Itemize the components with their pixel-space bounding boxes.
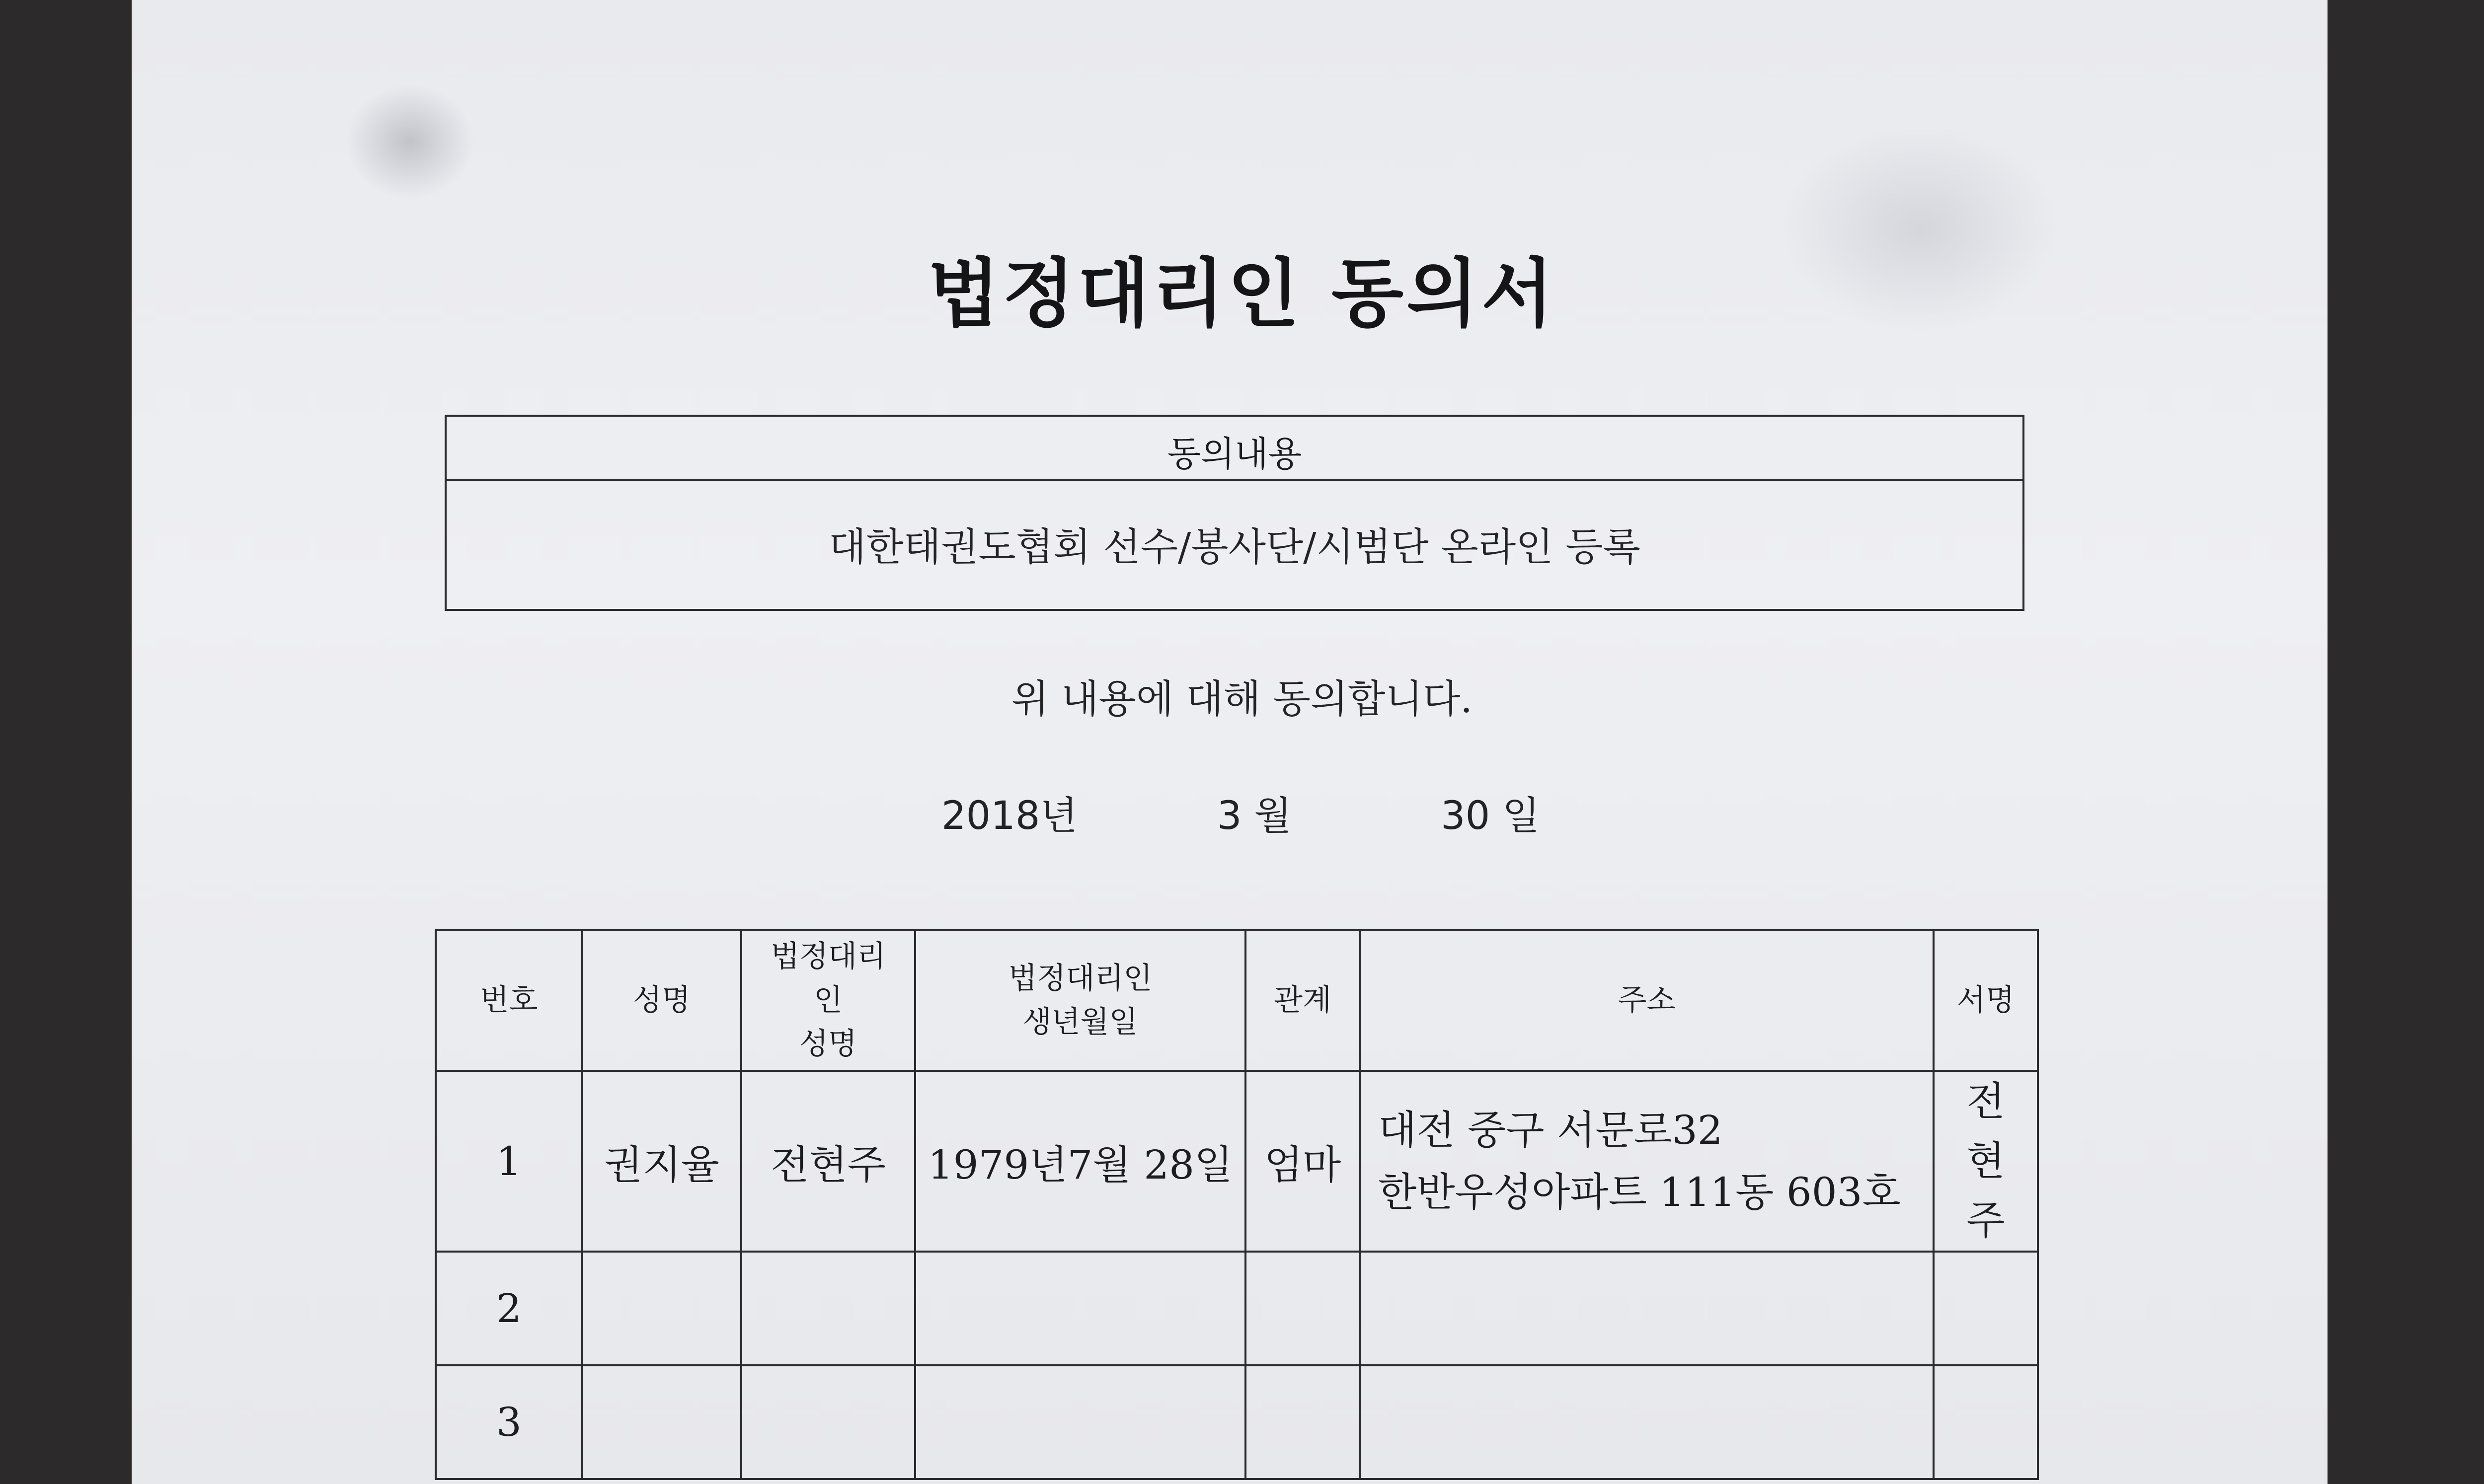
header-relation: 관계 [1245, 930, 1360, 1071]
agree-statement: 위 내용에 대해 동의합니다. [1011, 677, 1473, 722]
header-guardian-birth-line1: 법정대리인 [1008, 961, 1153, 996]
header-guardian-birth [915, 930, 1245, 1071]
table-row [436, 1365, 2038, 1479]
cell-address [1360, 1365, 1934, 1479]
cell-guardian-name [741, 1252, 915, 1365]
header-guardian-name-line1: 법정대리 [771, 939, 886, 974]
header-guardian-name-line3: 성명 [799, 1027, 857, 1061]
date-year: 2018년 [941, 794, 1078, 838]
table-row [436, 1252, 2038, 1365]
cell-name [582, 1365, 741, 1479]
cell-signature [1934, 1252, 2038, 1365]
cell-relation: 엄마 [1245, 1071, 1360, 1252]
table-header-row [436, 930, 2038, 1071]
header-guardian-name [741, 930, 915, 1071]
cell-relation [1245, 1365, 1360, 1479]
cell-guardian-birth [915, 1252, 1245, 1365]
glare-spot [345, 84, 474, 199]
table-row [436, 1071, 2038, 1252]
cell-address [1360, 1252, 1934, 1365]
cell-signature [1934, 1365, 2038, 1479]
cell-no: 2 [436, 1252, 582, 1365]
cell-name: 권지율 [582, 1071, 741, 1252]
cell-no: 1 [436, 1071, 582, 1252]
cell-guardian-birth: 1979년7월 28일 [915, 1071, 1245, 1252]
cell-guardian-name: 전현주 [741, 1071, 915, 1252]
cell-relation [1245, 1252, 1360, 1365]
address-line1: 대전 중구 서문로32 [1378, 1107, 1723, 1153]
cell-guardian-birth [915, 1365, 1245, 1479]
address-line2: 한반우성아파트 111동 603호 [1378, 1169, 1901, 1215]
cell-address [1360, 1071, 1934, 1252]
guardian-table [435, 929, 2039, 1480]
signature-char: 주 [1966, 1197, 2005, 1244]
cell-no: 3 [436, 1365, 582, 1479]
header-guardian-name-line2: 인 [814, 983, 843, 1018]
header-address: 주소 [1360, 930, 1934, 1071]
cell-guardian-name [741, 1365, 915, 1479]
signature-char: 현 [1966, 1138, 2005, 1184]
date-day: 30 일 [1441, 794, 1540, 838]
date-month: 3 월 [1217, 794, 1292, 838]
header-no: 번호 [436, 930, 582, 1071]
consent-header: 동의내용 [447, 417, 2022, 481]
header-name: 성명 [582, 930, 741, 1071]
document-title: 법정대리인 동의서 [928, 251, 1556, 337]
cell-signature [1934, 1071, 2038, 1252]
header-signature: 서명 [1934, 930, 2038, 1071]
cell-name [582, 1252, 741, 1365]
header-guardian-birth-line2: 생년월일 [1022, 1005, 1138, 1039]
consent-body: 대한태권도협회 선수/봉사단/시범단 온라인 등록 [829, 525, 1640, 570]
consent-box [445, 415, 2024, 611]
signature-char: 전 [1966, 1078, 2005, 1124]
